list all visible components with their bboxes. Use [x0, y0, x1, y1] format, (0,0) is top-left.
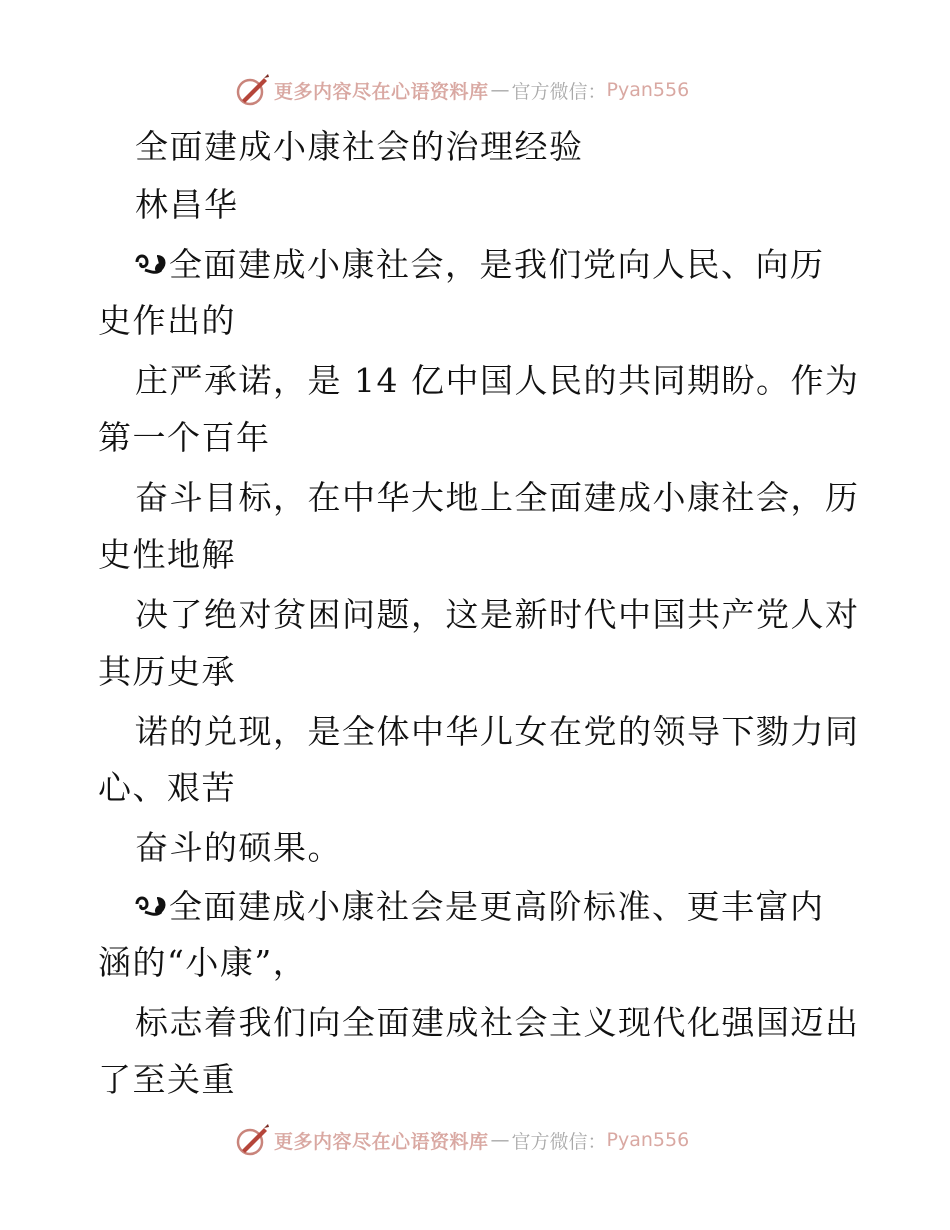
document-title: 全面建成小康社会的治理经验: [135, 127, 584, 166]
paragraph-line: 了至关重: [98, 1060, 236, 1099]
paragraph-line: 庄严承诺，是 14 亿中国人民的共同期盼。作为: [135, 361, 860, 400]
watermark-dash: —: [490, 1129, 510, 1151]
watermark-label: 官方微信：: [511, 1130, 607, 1153]
line-text: 全面建成小康社会是更高阶标准、更丰富内: [169, 887, 825, 926]
paragraph-line: 奋斗的硕果。: [135, 828, 342, 867]
paragraph-line: 标志着我们向全面建成社会主义现代化强国迈出: [135, 1003, 860, 1042]
paragraph-line: [135, 245, 825, 285]
footer-watermark: [234, 1122, 689, 1158]
paragraph-line: 第一个百年: [98, 418, 271, 457]
watermark-site-text: 更多内容尽在心语资料库: [274, 1130, 489, 1153]
watermark-dash: —: [490, 79, 510, 101]
paragraph-line: 心、艰苦: [98, 768, 236, 807]
paragraph-line: 其历史承: [98, 652, 236, 691]
paragraph-line: 史作出的: [98, 301, 236, 340]
paragraph-line: [135, 887, 825, 927]
paragraph-line: 奋斗目标，在中华大地上全面建成小康社会，历: [135, 478, 860, 517]
paragraph-line: 诺的兑现，是全体中华儿女在党的领导下勠力同: [135, 712, 860, 751]
quill-pen-logo-icon: [234, 1122, 270, 1158]
paragraph-line: 涵的“小康”，: [98, 943, 308, 982]
watermark-wechat-id: Pyan556: [606, 1129, 690, 1151]
curl-ornament-icon: [135, 250, 169, 280]
paragraph-line: 史性地解: [98, 535, 236, 574]
paragraph-line: 决了绝对贫困问题，这是新时代中国共产党人对: [135, 595, 860, 634]
watermark-site-text: 更多内容尽在心语资料库: [274, 80, 489, 103]
watermark-wechat-id: Pyan556: [606, 79, 690, 101]
header-watermark: [234, 72, 689, 108]
line-text: 全面建成小康社会，是我们党向人民、向历: [169, 245, 825, 284]
curl-ornament-icon: [135, 892, 169, 922]
quill-pen-logo-icon: [234, 72, 270, 108]
watermark-label: 官方微信：: [511, 80, 607, 103]
document-author: 林昌华: [135, 185, 239, 224]
